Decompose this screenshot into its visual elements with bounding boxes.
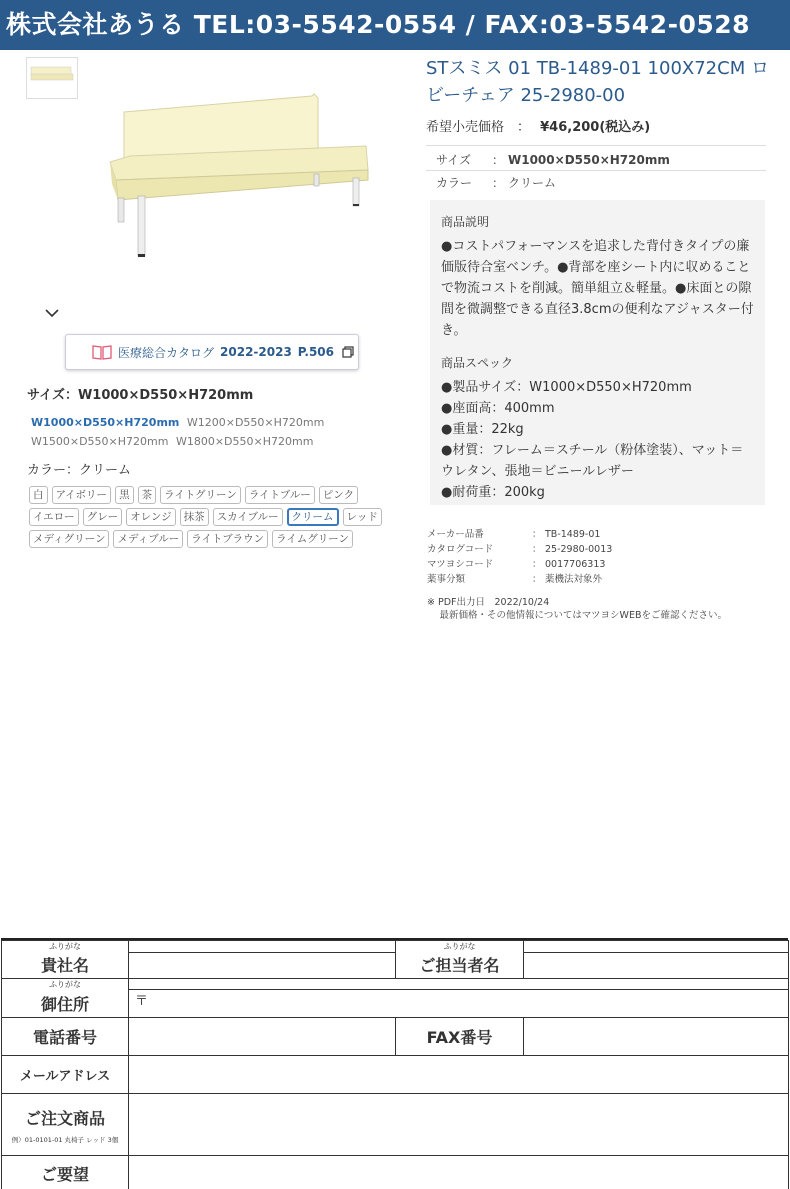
spec-heading: 商品スペック (441, 356, 514, 370)
price-label: 希望小売価格 ： (426, 120, 531, 135)
catalog-button[interactable] (65, 334, 359, 370)
product-thumbnail[interactable] (26, 57, 78, 99)
order-label-cell (2, 1094, 129, 1156)
request-label: ご要望 (2, 1156, 129, 1189)
divider (426, 170, 766, 171)
size-options (31, 413, 361, 451)
chevron-down-icon[interactable] (42, 303, 62, 323)
postal-mark: 〒 (135, 994, 149, 1009)
address-field[interactable] (129, 990, 789, 1018)
company-field[interactable] (129, 952, 396, 978)
person-label: ご担当者名 (396, 952, 524, 978)
person-field[interactable] (524, 952, 789, 978)
color-chip[interactable]: 茶 (138, 486, 157, 504)
color-options (29, 486, 389, 548)
price-value: ¥46,200(税込み) (540, 120, 651, 135)
description-box (430, 200, 765, 505)
color-chip[interactable]: ライトブルー (245, 486, 315, 504)
spec-item: ●座面高：400mm (441, 401, 555, 416)
color-chip[interactable]: メディブルー (113, 530, 183, 548)
pdf-note: ※ PDF出力日 2022/10/24 最新価格・その他情報についてはマツヨシWEBをご確認ください。 (427, 597, 727, 621)
furigana-label: ふりがな (2, 978, 129, 990)
color-value: クリーム (508, 176, 557, 190)
meta-row: カタログコード ： 25-2980-0013 (427, 544, 613, 555)
size-spec-row: サイズ ： W1000×D550×H720mm (436, 153, 670, 167)
tel-field[interactable] (129, 1018, 396, 1056)
size-option[interactable]: W1500×D550×H720mm (31, 435, 169, 448)
catalog-page: P.506 (297, 345, 334, 359)
product-title: STスミス 01 TB-1489-01 100X72CM ロビーチェア 25-2980-00 (426, 58, 769, 106)
meta-row: メーカー品番 ： TB-1489-01 (427, 529, 601, 540)
order-label: ご注文商品 (24, 1108, 105, 1128)
product-meta (427, 527, 612, 587)
request-field[interactable] (129, 1156, 789, 1189)
color-chip[interactable]: オレンジ (126, 508, 175, 526)
color-chip[interactable]: ライトブラウン (187, 530, 268, 548)
color-chip[interactable]: ライムグリーン (272, 530, 353, 548)
color-chip-selected[interactable]: クリーム (287, 508, 339, 526)
order-field[interactable] (129, 1094, 789, 1156)
color-chip[interactable]: イエロー (29, 508, 79, 526)
company-banner: 株式会社あうる TEL:03-5542-0554 / FAX:03-5542-0528 (0, 0, 790, 50)
price-row (426, 116, 766, 146)
copy-icon (342, 346, 354, 358)
size-option[interactable]: W1200×D550×H720mm (186, 416, 325, 429)
color-chip[interactable]: メディグリーン (29, 530, 109, 548)
size-option[interactable]: W1000×D550×H720mm (31, 416, 180, 429)
company-furigana-field[interactable] (129, 941, 396, 953)
email-label: メールアドレス (2, 1056, 129, 1094)
color-chip[interactable]: スカイブルー (213, 508, 283, 526)
fax-label: FAX番号 (396, 1018, 524, 1056)
description-text: ●コストパフォーマンスを追求した背付きタイプの廉価版待合室ベンチ。●背部を座シート内に収めることで物流コストを削減。簡単組立＆軽量。●床面との隙間を微調整できる直径3.8cmの便利なアジャスター付き。 (441, 239, 754, 338)
color-chip[interactable]: ピンク (319, 486, 358, 504)
spec-item: ●材質：フレーム＝スチール（粉体塗装）、マット＝ウレタン、張地＝ビニールレザー (441, 443, 744, 479)
order-example: 例）01-0101-01 丸椅子 レッド 3個 (11, 1135, 119, 1144)
size-key: サイズ (436, 153, 472, 167)
order-form (1, 940, 789, 1189)
size-label: サイズ：W1000×D550×H720mm (27, 388, 254, 403)
spec-item: ●製品サイズ：W1000×D550×H720mm (441, 380, 692, 395)
product-image (100, 80, 380, 270)
address-furigana-field[interactable] (129, 978, 789, 990)
spec-item: ●重量：22kg (441, 422, 524, 437)
email-field[interactable] (129, 1056, 789, 1094)
meta-row: 薬事分類 ： 薬機法対象外 (427, 574, 603, 585)
color-chip[interactable]: ライトグリーン (160, 486, 241, 504)
spec-item: ●耐荷重：200kg (441, 485, 545, 500)
furigana-label: ふりがな (396, 941, 524, 953)
color-chip[interactable]: 白 (29, 486, 48, 504)
book-icon (92, 344, 112, 360)
color-spec-row: カラー ： クリーム (436, 176, 557, 190)
address-label: 御住所 (2, 990, 129, 1018)
color-chip[interactable]: レッド (343, 508, 382, 526)
catalog-name: 医療総合カタログ (118, 345, 215, 360)
size-option[interactable]: W1800×D550×H720mm (175, 435, 314, 448)
color-label: カラー：クリーム (27, 463, 132, 478)
company-label: 貴社名 (2, 952, 129, 978)
catalog-year: 2022-2023 (220, 345, 292, 359)
furigana-label: ふりがな (2, 941, 129, 953)
color-chip[interactable]: アイボリー (52, 486, 112, 504)
person-furigana-field[interactable] (524, 941, 789, 953)
size-value: W1000×D550×H720mm (508, 153, 670, 167)
description-heading: 商品説明 (441, 215, 490, 229)
color-chip[interactable]: 黒 (115, 486, 134, 504)
meta-row: マツヨシコード ： 0017706313 (427, 559, 606, 570)
color-key: カラー (436, 176, 473, 190)
color-chip[interactable]: 抹茶 (180, 508, 209, 526)
tel-label: 電話番号 (2, 1018, 129, 1056)
fax-field[interactable] (524, 1018, 789, 1056)
color-chip[interactable]: グレー (83, 508, 123, 526)
